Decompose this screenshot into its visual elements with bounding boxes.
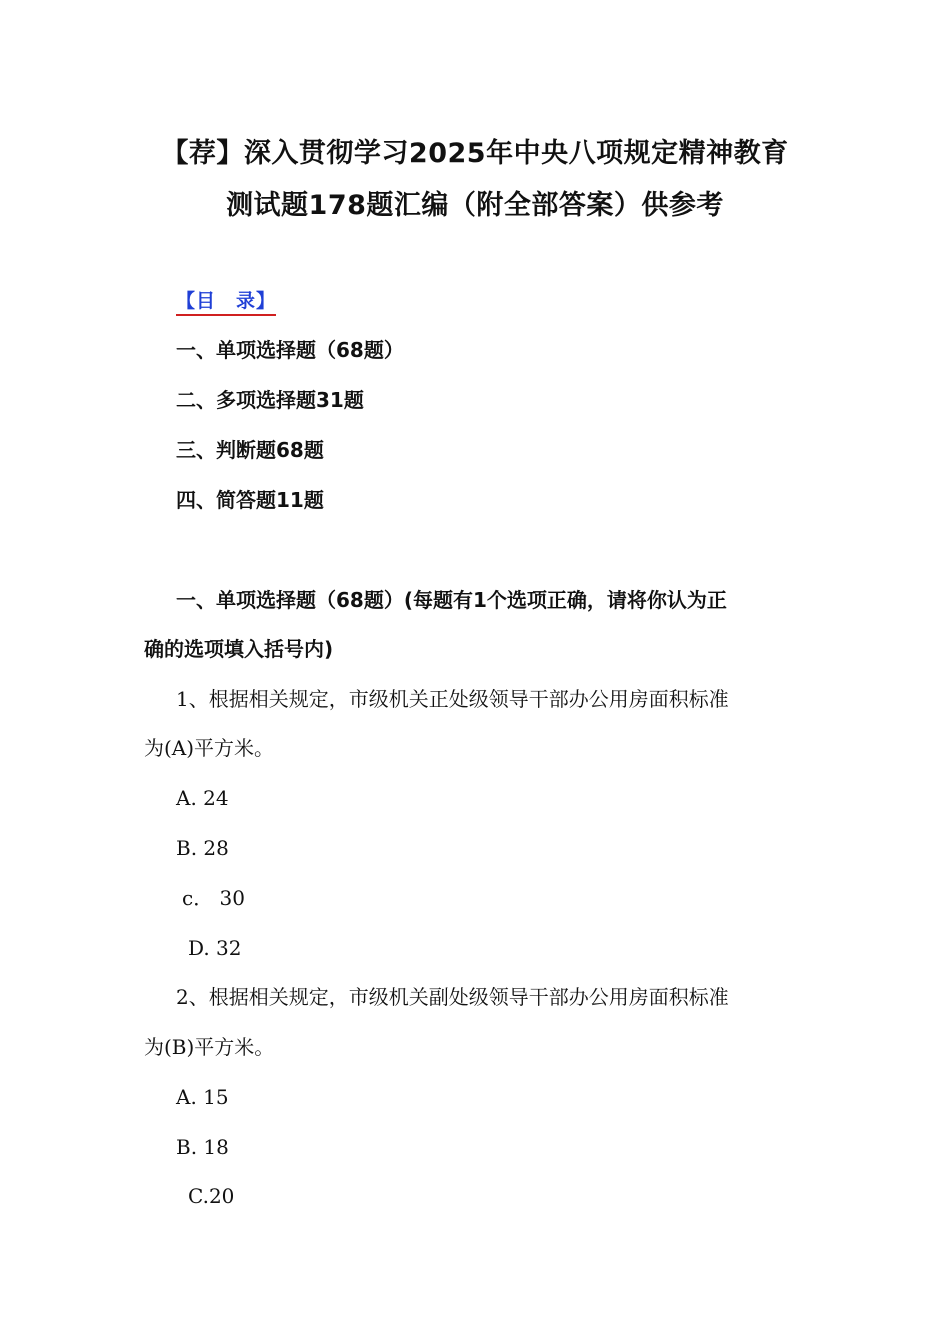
- toc-heading[interactable]: 【目 录】: [176, 286, 276, 316]
- answer-option: D. 32: [188, 936, 242, 960]
- section-heading-line-2: 确的选项填入括号内): [144, 637, 334, 661]
- answer-option: c． 30: [182, 886, 246, 910]
- question-stem: 为(A)平方米。: [144, 736, 275, 760]
- answer-option: B. 18: [176, 1135, 229, 1159]
- answer-option: A. 24: [176, 786, 229, 810]
- section-heading-line-1: 一、单项选择题（68题）(每题有1个选项正确，请将你认为正: [176, 588, 727, 612]
- toc-item[interactable]: 三、判断题68题: [176, 438, 324, 462]
- question-stem: 1、根据相关规定，市级机关正处级领导干部办公用房面积标准: [176, 687, 729, 711]
- toc-item[interactable]: 四、简答题11题: [176, 488, 324, 512]
- answer-option: C.20: [188, 1184, 235, 1208]
- question-stem: 为(B)平方米。: [144, 1035, 275, 1059]
- answer-option: B. 28: [176, 836, 229, 860]
- toc-item[interactable]: 二、多项选择题31题: [176, 388, 364, 412]
- toc-item[interactable]: 一、单项选择题（68题）: [176, 338, 404, 362]
- document-title-line-2: 测试题178题汇编（附全部答案）供参考: [226, 190, 724, 221]
- document-title-line-1: 【荐】深入贯彻学习2025年中央八项规定精神教育: [161, 138, 789, 169]
- answer-option: A. 15: [176, 1085, 229, 1109]
- question-stem: 2、根据相关规定，市级机关副处级领导干部办公用房面积标准: [176, 985, 729, 1009]
